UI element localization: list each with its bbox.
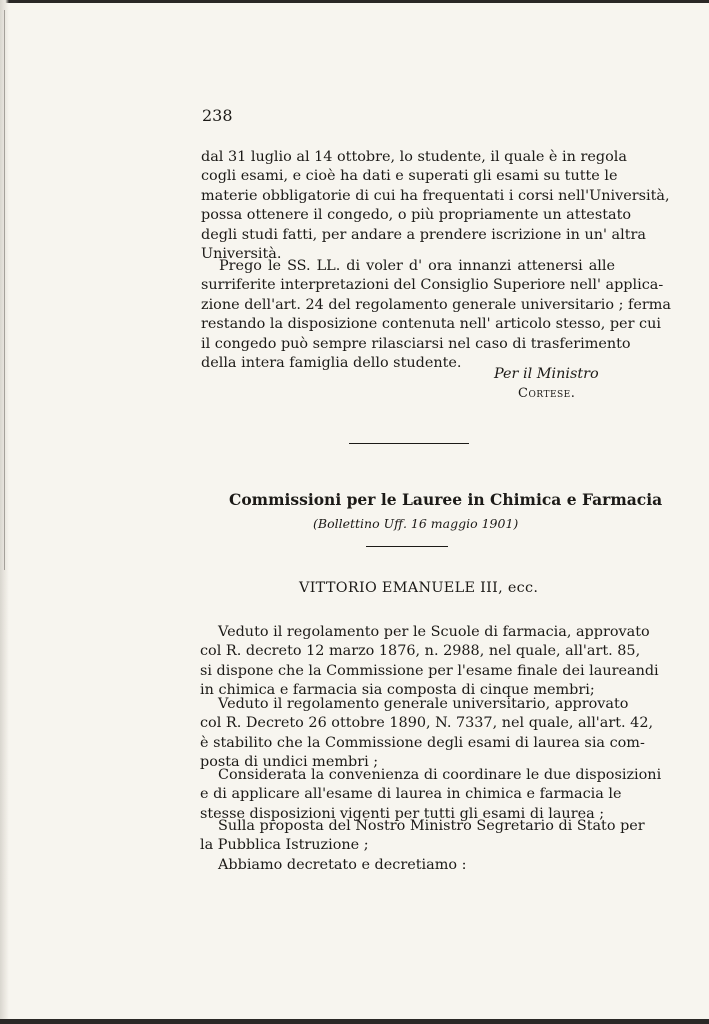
text-line: possa ottenere il congedo, o più propriamente un attestato	[201, 207, 632, 224]
paragraph-6	[200, 817, 645, 856]
text-line: il congedo può sempre rilasciarsi nel caso di trasferimento	[201, 335, 631, 352]
section-heading: Commissioni per le Lauree in Chimica e Farmacia	[229, 490, 663, 509]
text-line: in chimica e farmacia sia composta di cinque membri;	[200, 682, 595, 699]
text-line: Veduto il regolamento generale universitario, approvato	[218, 696, 629, 712]
scan-top-edge	[0, 0, 709, 3]
text-line: degli studi fatti, per andare a prendere iscrizione in un' altra	[201, 226, 646, 243]
text-line: è stabilito che la Commissione degli esami di laurea sia com-	[200, 734, 645, 751]
paragraph-4	[200, 695, 654, 773]
text-line: cogli esami, e cioè ha dati e superati gli esami su tutte le	[201, 168, 618, 185]
text-line: zione dell'art. 24 del regolamento generale universitario ; ferma	[201, 296, 671, 313]
paragraph-3	[200, 623, 659, 701]
text-line: Abbiamo decretato e decretiamo :	[218, 857, 467, 873]
text-line: stesse disposizioni vigenti per tutti gli esami di laurea ;	[200, 805, 605, 822]
paragraph-5	[200, 766, 662, 824]
text-line: si dispone che la Commissione per l'esame finale dei laureandi	[200, 662, 659, 679]
text-line: col R. decreto 12 marzo 1876, n. 2988, nel quale, all'art. 85,	[200, 643, 641, 660]
text-line: col R. Decreto 26 ottobre 1890, N. 7337, nel quale, all'art. 42,	[200, 715, 654, 732]
text-line: posta di undici membri ;	[200, 754, 379, 771]
page-number: 238	[202, 106, 233, 125]
text-line: materie obbligatorie di cui ha frequentati i corsi nell'Università,	[201, 187, 670, 204]
text-line: Prego le SS. LL. di voler d' ora innanzi attenersi alle	[219, 258, 615, 274]
paragraph-2	[201, 257, 671, 373]
scan-bottom-edge	[0, 1019, 709, 1024]
paragraph-1	[201, 148, 670, 264]
text-line: Sulla proposta del Nostro Ministro Segretario di Stato per	[218, 818, 645, 834]
text-line: dal 31 luglio al 14 ottobre, lo studente, il quale è in regola	[201, 149, 627, 165]
decree-title: VITTORIO EMANUELE III, ecc.	[299, 580, 539, 596]
text-line: Considerata la convenienza di coordinare le due disposizioni	[218, 767, 662, 783]
text-line: Veduto il regolamento per le Scuole di farmacia, approvato	[218, 624, 650, 640]
heading-divider	[366, 546, 448, 547]
section-subheading: (Bollettino Uff. 16 maggio 1901)	[313, 516, 519, 531]
text-line: e di applicare all'esame di laurea in chimica e farmacia le	[200, 786, 622, 803]
scan-left-edge	[0, 0, 9, 1024]
text-line: surriferite interpretazioni del Consiglio Superiore nell' applica-	[201, 277, 664, 294]
signature-name: Cortese.	[518, 386, 576, 401]
text-line: restando la disposizione contenuta nell' articolo stesso, per cui	[201, 316, 661, 333]
signature-title: Per il Ministro	[494, 366, 599, 382]
text-line: la Pubblica Istruzione ;	[200, 837, 369, 854]
section-divider	[349, 443, 469, 444]
text-line: della intera famiglia dello studente.	[201, 355, 462, 372]
text-line: Università.	[201, 246, 282, 263]
paragraph-7	[200, 856, 614, 875]
